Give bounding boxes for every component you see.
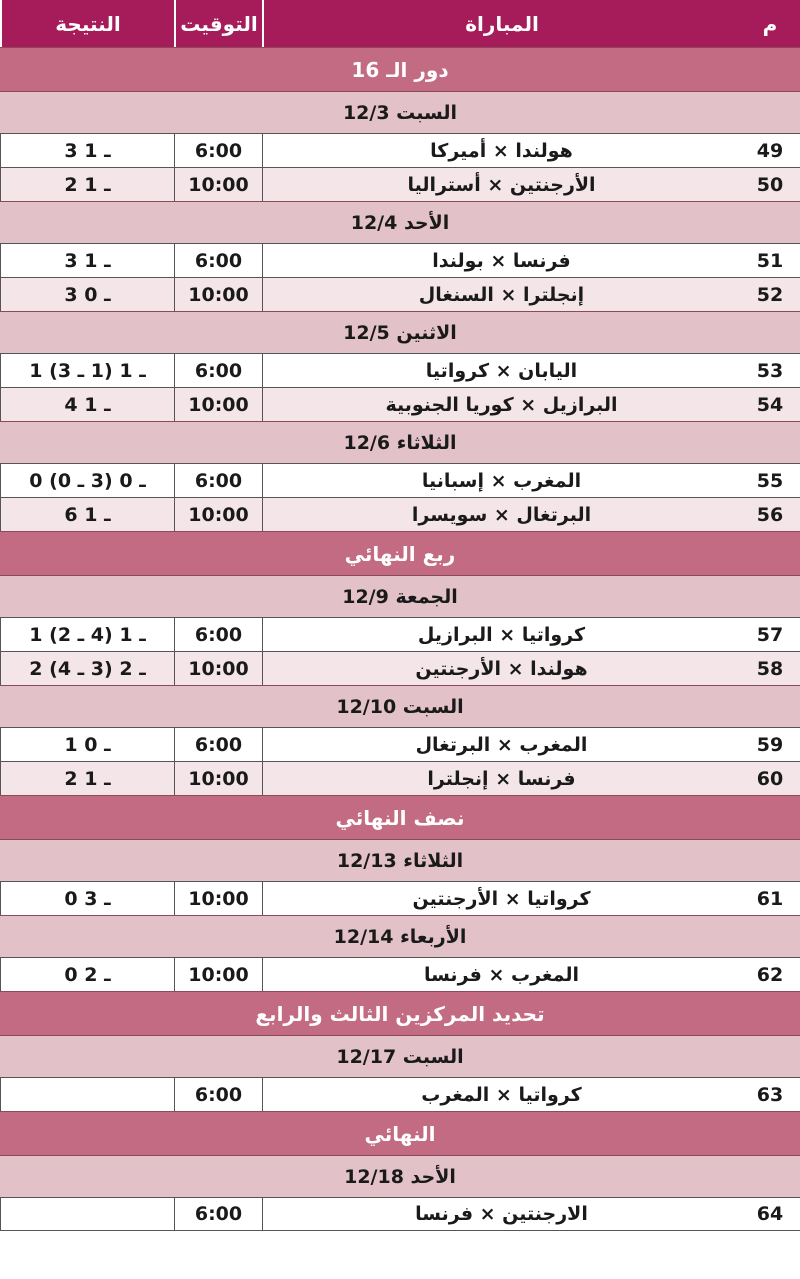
match-number-cell: 63 (756, 1083, 784, 1106)
result-cell: 0 ـ 2 (0, 958, 174, 991)
date-header (0, 1155, 800, 1197)
section-header (0, 991, 800, 1035)
section-header (0, 1111, 800, 1155)
match-cell: اليابان × كرواتيا (262, 354, 740, 387)
section-title: ربع النهائي (344, 541, 456, 566)
match-cell: إنجلترا × السنغال (262, 278, 740, 311)
date-header (0, 421, 800, 463)
result-cell: 2 ـ 2 (3 ـ 4) (0, 652, 174, 685)
date-header (0, 915, 800, 957)
match-row (0, 651, 800, 685)
match-cell: البرتغال × سويسرا (262, 498, 740, 531)
section-title: نصف النهائي (335, 805, 465, 830)
match-row (0, 761, 800, 795)
date-label: السبت 12/3 (342, 101, 458, 124)
match-row (0, 957, 800, 991)
time-cell: 10:00 (174, 498, 262, 531)
section-header (0, 531, 800, 575)
date-label: الأربعاء 12/14 (333, 925, 467, 948)
match-number-cell: 55 (756, 469, 784, 492)
time-cell: 6:00 (174, 134, 262, 167)
time-cell: 10:00 (174, 958, 262, 991)
section-title: النهائي (364, 1121, 436, 1146)
match-row (0, 387, 800, 421)
date-header (0, 839, 800, 881)
result-cell: 2 ـ 1 (0, 168, 174, 201)
date-label: الاثنين 12/5 (343, 321, 457, 344)
match-row (0, 353, 800, 387)
time-cell: 10:00 (174, 278, 262, 311)
date-header (0, 685, 800, 727)
result-cell (0, 1078, 174, 1111)
result-cell: 4 ـ 1 (0, 388, 174, 421)
match-number-cell: 60 (756, 767, 784, 790)
time-cell: 10:00 (174, 388, 262, 421)
time-cell: 6:00 (174, 728, 262, 761)
date-label: الثلاثاء 12/13 (336, 849, 464, 872)
time-cell: 6:00 (174, 1078, 262, 1111)
match-number-cell: 52 (756, 283, 784, 306)
match-row (0, 277, 800, 311)
result-cell: 6 ـ 1 (0, 498, 174, 531)
date-header (0, 91, 800, 133)
match-number-cell: 57 (756, 623, 784, 646)
result-cell: 1 ـ 1 (1 ـ 3) (0, 354, 174, 387)
match-number-cell: 53 (756, 359, 784, 382)
match-number-cell: 58 (756, 657, 784, 680)
match-cell: كرواتيا × البرازيل (262, 618, 740, 651)
match-number-cell: 59 (756, 733, 784, 756)
result-cell: 3 ـ 1 (0, 134, 174, 167)
match-row (0, 133, 800, 167)
match-row (0, 727, 800, 761)
match-cell: الأرجنتين × أستراليا (262, 168, 740, 201)
section-title: دور الـ 16 (351, 57, 449, 82)
time-cell: 10:00 (174, 882, 262, 915)
section-header (0, 47, 800, 91)
match-row (0, 1077, 800, 1111)
match-number-cell: 62 (756, 963, 784, 986)
date-label: السبت 12/10 (336, 695, 464, 718)
section-header (0, 795, 800, 839)
match-cell: المغرب × البرتغال (262, 728, 740, 761)
date-label: الجمعة 12/9 (342, 585, 458, 608)
result-cell: 0 ـ 0 (3 ـ 0) (0, 464, 174, 497)
result-cell: 1 ـ 0 (0, 728, 174, 761)
time-cell: 10:00 (174, 168, 262, 201)
time-cell: 6:00 (174, 464, 262, 497)
result-cell: 3 ـ 0 (0, 278, 174, 311)
time-cell: 6:00 (174, 1198, 262, 1230)
match-row (0, 881, 800, 915)
header-match: المباراة (262, 0, 740, 47)
table-header (0, 0, 800, 47)
match-number-cell: 64 (756, 1203, 784, 1225)
header-number: م (762, 11, 778, 36)
match-cell: المغرب × فرنسا (262, 958, 740, 991)
match-number-cell: 50 (756, 173, 784, 196)
time-cell: 6:00 (174, 618, 262, 651)
date-header (0, 311, 800, 353)
match-number-cell: 56 (756, 503, 784, 526)
result-cell: 0 ـ 3 (0, 882, 174, 915)
match-cell: فرنسا × إنجلترا (262, 762, 740, 795)
match-cell: هولندا × أميركا (262, 134, 740, 167)
match-row (0, 1197, 800, 1231)
date-label: الأحد 12/4 (350, 211, 450, 234)
header-time: التوقيت (174, 0, 262, 47)
match-row (0, 617, 800, 651)
time-cell: 6:00 (174, 244, 262, 277)
date-header (0, 1035, 800, 1077)
result-cell: 2 ـ 1 (0, 762, 174, 795)
result-cell: 3 ـ 1 (0, 244, 174, 277)
match-row (0, 497, 800, 531)
match-cell: هولندا × الأرجنتين (262, 652, 740, 685)
section-title: تحديد المركزين الثالث والرابع (255, 1001, 545, 1026)
date-header (0, 201, 800, 243)
table-body (0, 47, 800, 1231)
time-cell: 10:00 (174, 652, 262, 685)
header-result: النتيجة (0, 0, 174, 47)
match-cell: المغرب × إسبانيا (262, 464, 740, 497)
date-label: السبت 12/17 (336, 1045, 464, 1068)
match-number-cell: 51 (756, 249, 784, 272)
match-row (0, 243, 800, 277)
match-row (0, 167, 800, 201)
result-cell (0, 1198, 174, 1230)
match-cell: الارجنتين × فرنسا (262, 1198, 740, 1230)
date-label: الثلاثاء 12/6 (343, 431, 457, 454)
time-cell: 6:00 (174, 354, 262, 387)
result-cell: 1 ـ 1 (4 ـ 2) (0, 618, 174, 651)
match-cell: كرواتيا × الأرجنتين (262, 882, 740, 915)
match-cell: كرواتيا × المغرب (262, 1078, 740, 1111)
match-row (0, 463, 800, 497)
time-cell: 10:00 (174, 762, 262, 795)
date-label: الأحد 12/18 (344, 1165, 456, 1188)
match-number-cell: 54 (756, 393, 784, 416)
match-number-cell: 61 (756, 887, 784, 910)
match-number-cell: 49 (756, 139, 784, 162)
match-cell: فرنسا × بولندا (262, 244, 740, 277)
match-cell: البرازيل × كوريا الجنوبية (262, 388, 740, 421)
date-header (0, 575, 800, 617)
